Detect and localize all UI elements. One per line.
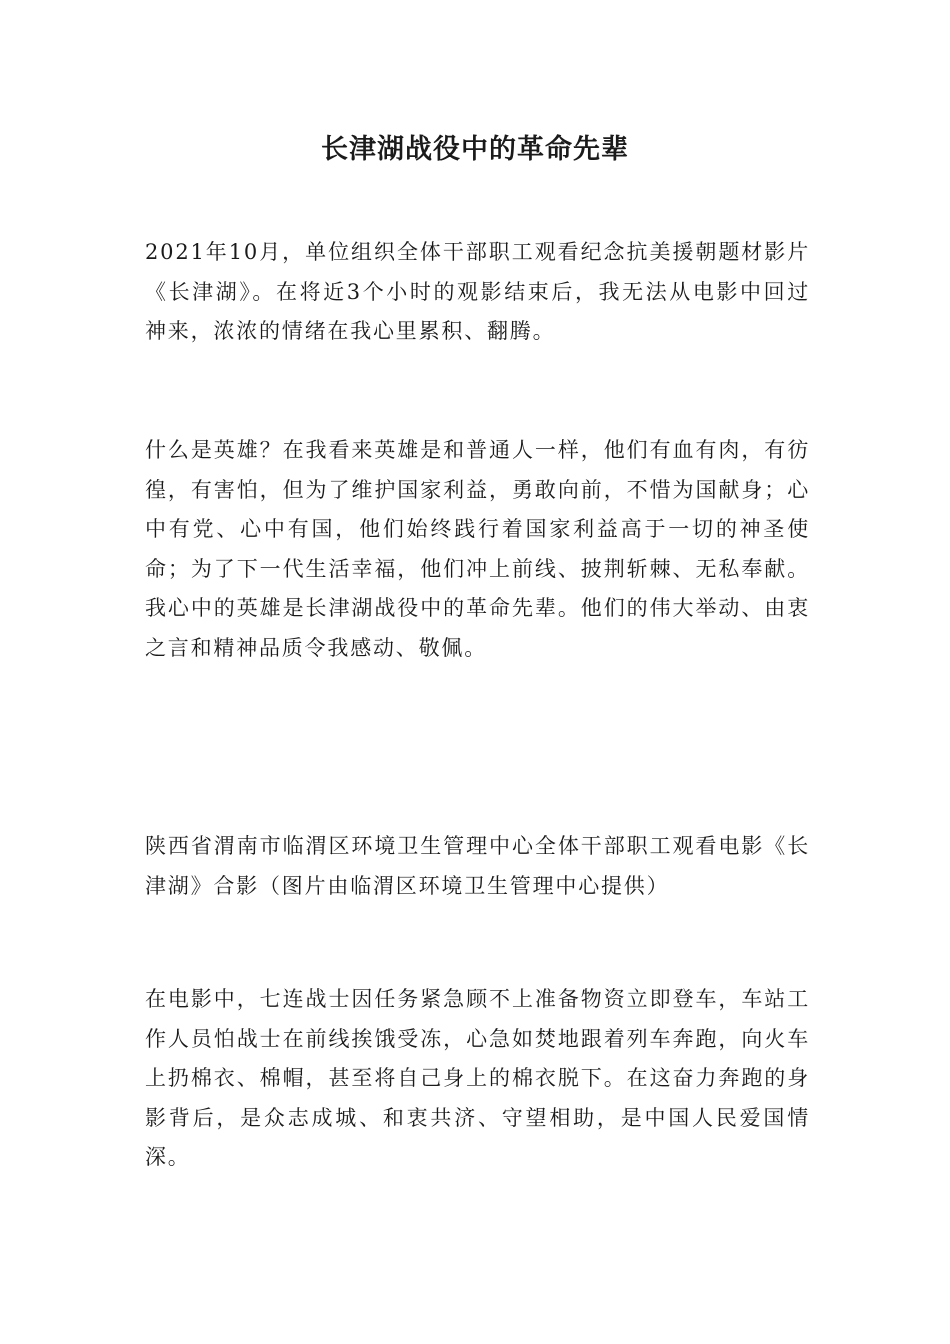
document-title: 长津湖战役中的革命先辈 (321, 134, 629, 165)
paragraph-photo-caption: 陕西省渭南市临渭区环境卫生管理中心全体干部职工观看电影《长津湖》合影（图片由临渭区环境卫生管理中心提供） (145, 834, 810, 898)
paragraph-intro: 2021年10月，单位组织全体干部职工观看纪念抗美援朝题材影片《长津湖》。在将近3个小时的观影结束后，我无法从电影中回过神来，浓浓的情绪在我心里累积、翻腾。 (145, 240, 810, 344)
paragraph-hero: 什么是英雄？在我看来英雄是和普通人一样，他们有血有肉，有彷徨，有害怕，但为了维护国家利益，勇敢向前，不惜为国献身；心中有党、心中有国，他们始终践行着国家利益高于一切的神圣使命；为了下一代生活幸福，他们冲上前线、披荆斩棘、无私奉献。我心中的英雄是长津湖战役中的革命先辈。他们的伟大举动、由衷之言和精神品质令我感动、敬佩。 (145, 438, 810, 660)
paragraph-film-scene: 在电影中，七连战士因任务紧急顾不上准备物资立即登车，车站工作人员怕战士在前线挨饿受冻，心急如焚地跟着列车奔跑，向火车上扔棉衣、棉帽，甚至将自己身上的棉衣脱下。在这奋力奔跑的身影背后，是众志成城、和衷共济、守望相助，是中国人民爱国情深。 (145, 987, 810, 1170)
